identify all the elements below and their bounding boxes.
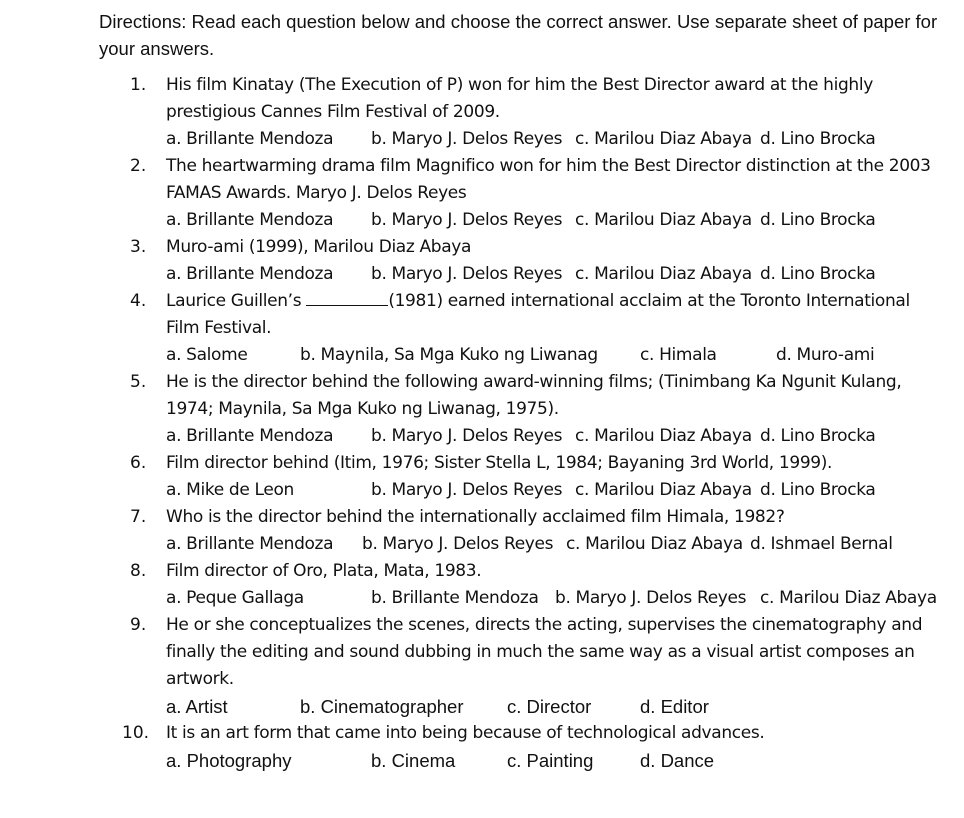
question-number: 6.: [130, 453, 147, 473]
choice-row: [0, 126, 964, 153]
choice-d: d. Ishmael Bernal: [750, 534, 893, 554]
choice-row: [0, 342, 964, 369]
choice-d: d. Lino Brocka: [760, 210, 876, 230]
choice-c: c. Marilou Diaz Abaya: [575, 264, 752, 284]
choice-a: a. Artist: [166, 696, 228, 717]
question-text: His film Kinatay (The Execution of P) won for him the Best Director award at the highly prestigious Cannes Film Festival of 2009.: [166, 75, 873, 122]
question-2: [0, 153, 964, 234]
question-text: It is an art form that came into being because of technological advances.: [166, 723, 765, 743]
choice-d: d. Lino Brocka: [760, 426, 876, 446]
question-text-after: (1981) earned international acclaim at the Toronto International Film Festival.: [166, 291, 910, 338]
choice-c: c. Painting: [507, 750, 594, 771]
question-number: 2.: [130, 156, 147, 176]
choice-d: d. Lino Brocka: [760, 480, 876, 500]
question-text-before: Laurice Guillen’s: [166, 291, 307, 311]
question-number: 3.: [130, 237, 147, 257]
choice-b: b. Maryo J. Delos Reyes: [371, 426, 563, 446]
question-text: Muro-ami (1999), Marilou Diaz Abaya: [166, 237, 472, 257]
choice-b-2: b. Maryo J. Delos Reyes: [555, 588, 747, 608]
choice-c: c. Himala: [640, 345, 717, 365]
question-number: 5.: [130, 372, 147, 392]
question-text: Film director of Oro, Plata, Mata, 1983.: [166, 561, 482, 581]
choice-row: [0, 531, 964, 558]
choice-d: d. Dance: [640, 750, 715, 771]
choice-b: b. Maryo J. Delos Reyes: [362, 534, 554, 554]
choice-b: b. Maryo J. Delos Reyes: [371, 264, 563, 284]
choice-row: [0, 423, 964, 450]
choice-a: a. Photography: [166, 750, 292, 771]
question-text: Film director behind (Itim, 1976; Sister Stella L, 1984; Bayaning 3rd World, 1999).: [166, 453, 833, 473]
choice-row: [0, 207, 964, 234]
question-8: [0, 558, 964, 612]
choice-c: c. Marilou Diaz Abaya: [760, 588, 937, 608]
choice-d: d. Muro-ami: [776, 345, 875, 365]
question-1: [0, 72, 964, 153]
choice-c: c. Director: [507, 696, 592, 717]
choice-b: b. Cinema: [371, 750, 456, 771]
choice-a: a. Peque Gallaga: [166, 588, 304, 608]
question-4: [0, 288, 964, 369]
question-text: He is the director behind the following award-winning films; (Tinimbang Ka Ngunit Kulang, 1974; Maynila, Sa Mga Kuko ng Liwanag, 1975).: [166, 372, 902, 419]
question-9: [0, 612, 964, 720]
choice-a: a. Brillante Mendoza: [166, 210, 334, 230]
question-text: The heartwarming drama film Magnifico won for him the Best Director distinction at the 2003 FAMAS Awards. Maryo J. Delos Reyes: [166, 156, 931, 203]
question-number: 7.: [130, 507, 147, 527]
question-text: [166, 288, 941, 342]
choice-a: a. Mike de Leon: [166, 480, 294, 500]
choice-b: b. Maynila, Sa Mga Kuko ng Liwanag: [300, 345, 598, 365]
question-number: 1.: [130, 75, 147, 95]
directions: Directions: Read each question below and choose the correct answer. Use separate sheet of paper for your answers.: [99, 11, 938, 59]
choice-b: b. Maryo J. Delos Reyes: [371, 129, 563, 149]
choice-a: a. Brillante Mendoza: [166, 264, 334, 284]
choice-a: a. Brillante Mendoza: [166, 534, 334, 554]
choice-c: c. Marilou Diaz Abaya: [575, 129, 752, 149]
choice-a: a. Brillante Mendoza: [166, 426, 334, 446]
question-3: [0, 234, 964, 288]
choice-row: [0, 477, 964, 504]
choice-row: [0, 693, 964, 720]
choice-b: b. Maryo J. Delos Reyes: [371, 210, 563, 230]
choice-b: b. Maryo J. Delos Reyes: [371, 480, 563, 500]
choice-d: d. Lino Brocka: [760, 129, 876, 149]
choice-a: a. Salome: [166, 345, 248, 365]
choice-c: c. Marilou Diaz Abaya: [575, 480, 752, 500]
question-text: He or she conceptualizes the scenes, directs the acting, supervises the cinematography and finally the editing and sound dubbing in much the same way as a visual artist composes an artwork.: [166, 615, 923, 689]
choice-c: c. Marilou Diaz Abaya: [566, 534, 743, 554]
choice-a: a. Brillante Mendoza: [166, 129, 334, 149]
choice-row: [0, 261, 964, 288]
question-10: [0, 720, 964, 774]
question-list: [0, 72, 964, 774]
choice-c: c. Marilou Diaz Abaya: [575, 210, 752, 230]
question-number: 8.: [130, 561, 147, 581]
choice-row: [0, 585, 964, 612]
question-7: [0, 504, 964, 558]
question-number: 9.: [130, 615, 147, 635]
question-number: 10.: [122, 723, 150, 743]
question-number: 4.: [130, 291, 147, 311]
question-5: [0, 369, 964, 450]
answer-blank: [306, 289, 388, 306]
choice-b: b. Brillante Mendoza: [371, 588, 539, 608]
choice-b: b. Cinematographer: [300, 696, 464, 717]
choice-c: c. Marilou Diaz Abaya: [575, 426, 752, 446]
choice-row: [0, 747, 964, 774]
question-text: Who is the director behind the internationally acclaimed film Himala, 1982?: [166, 507, 785, 527]
question-6: [0, 450, 964, 504]
choice-d: d. Editor: [640, 696, 709, 717]
choice-d: d. Lino Brocka: [760, 264, 876, 284]
